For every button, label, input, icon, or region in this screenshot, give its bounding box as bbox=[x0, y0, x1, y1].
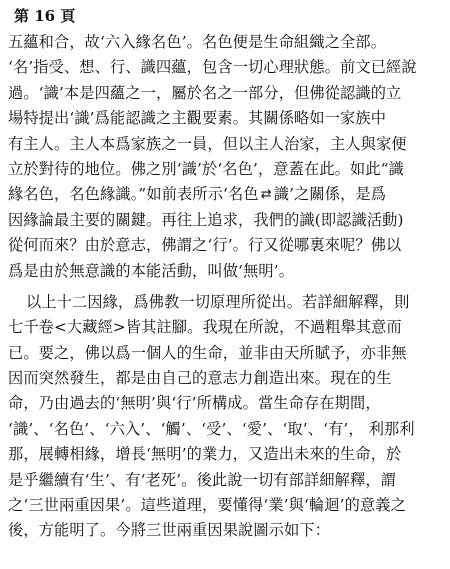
text-line: ‘識’、‘名色’、‘六入’、‘觸’、‘受’、‘愛’、‘取’、‘有’， 利那利 bbox=[8, 419, 415, 438]
text-line: 之‘三世兩重因果’。這些道理，要懂得‘業’與‘輪迴’的意義之 bbox=[8, 496, 406, 515]
text-line: 命，乃由過去的‘無明’與‘行’所構成。當生命存在期間， bbox=[8, 394, 381, 413]
text-segment: 識’之關係，是爲 bbox=[273, 185, 387, 204]
text-line: 是乎繼續有‘生’、有‘老死’。後此說一切有部詳細解釋，謂 bbox=[8, 470, 397, 489]
text-line: 場特提出‘識’爲能認識之主觀要素。其關係略如一家族中 bbox=[8, 109, 387, 128]
paragraph-1 bbox=[8, 30, 442, 284]
text-segment: 緣名色，名色緣識。”如前表所示‘名色 bbox=[8, 185, 259, 204]
text-line: 從何而來？由於意志，佛謂之‘行’。行又從哪裏來呢？佛以 bbox=[8, 236, 402, 255]
page-header: 第 16 頁 bbox=[14, 7, 76, 25]
text-line: 後，方能明了。今將三世兩重因果說圖示如下： bbox=[8, 521, 331, 540]
text-line: 以上十二因緣，爲佛教一切原理所從出。若詳細解釋，則 bbox=[26, 292, 410, 311]
bidirectional-arrow-icon: ⇄ bbox=[260, 187, 272, 203]
text-line: 因而突然發生，都是由自己的意志力創造出來。現在的生 bbox=[8, 369, 392, 388]
document-body bbox=[8, 30, 442, 544]
text-line: 有主人。主人本爲家族之一員，但以主人治家，主人與家便 bbox=[8, 134, 407, 153]
text-line: 那，展轉相緣，增長‘無明’的業力，又造出未來的生命，於 bbox=[8, 445, 402, 464]
text-line: 立於對待的地位。佛之別‘識’於‘名色’，意蓋在此。如此“識 bbox=[8, 159, 404, 178]
text-line: 過。‘識’本是四蘊之一，屬於名之一部分，但佛從認識的立 bbox=[8, 83, 402, 102]
text-line: 已。要之，佛以爲一個人的生命，並非由天所賦予，亦非無 bbox=[8, 343, 407, 362]
text-line bbox=[8, 182, 442, 207]
text-line: 七千卷<大藏經>皆其註腳。我現在所說，不過粗舉其意而 bbox=[8, 318, 402, 337]
text-line: 爲是由於無意識的本能活動，叫做‘無明’。 bbox=[8, 261, 295, 280]
text-line: 因緣論最主要的關鍵。再往上追求，我們的識(即認識活動) bbox=[8, 210, 404, 229]
text-line: 五蘊和合，故‘六入緣名色’。名色便是生命組織之全部。 bbox=[8, 33, 387, 51]
text-line: ‘名’指受、想、行、識四蘊，包含一切心理狀態。前文已經說 bbox=[8, 58, 417, 77]
paragraph-2 bbox=[8, 290, 442, 544]
